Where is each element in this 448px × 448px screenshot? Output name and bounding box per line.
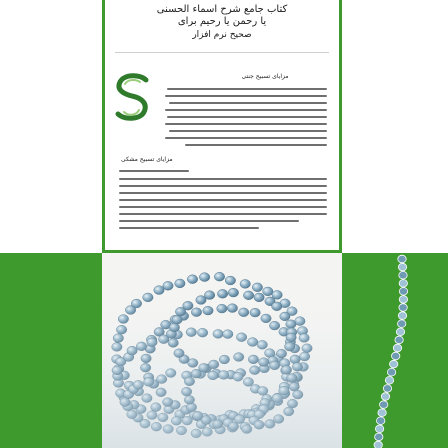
info-card — [102, 0, 342, 253]
strand-bead — [387, 368, 395, 376]
divider — [115, 52, 329, 53]
strand-bead — [399, 271, 407, 279]
strand-bead — [399, 280, 407, 288]
header-line-2: یا رحمن یا رحیم برای — [177, 16, 267, 27]
swirl-logo-icon — [110, 72, 154, 124]
text-line — [119, 199, 327, 201]
strand-bead — [390, 360, 398, 368]
strand-bead — [396, 328, 404, 336]
text-line — [119, 227, 259, 229]
section-2-heading: مزایای تسبیح مشکی — [121, 156, 173, 163]
text-line — [167, 88, 327, 90]
text-line — [119, 206, 327, 208]
text-line — [119, 178, 327, 180]
section-1-heading: مزایای تسبیح جنتی — [241, 73, 289, 80]
strand-bead — [395, 336, 403, 344]
strand-bead — [392, 352, 400, 360]
text-line — [119, 213, 327, 215]
strand-bead — [399, 304, 407, 312]
strand-bead — [398, 320, 406, 328]
strand-bead — [375, 433, 383, 441]
text-line — [169, 130, 327, 132]
text-line — [119, 185, 327, 187]
strand-bead — [375, 425, 383, 433]
strand-bead — [381, 393, 389, 401]
text-line — [119, 220, 299, 222]
text-line — [165, 137, 327, 139]
strand-bead — [374, 441, 382, 448]
strand-bead — [399, 288, 407, 296]
strand-bead — [377, 417, 385, 425]
text-line — [119, 170, 189, 172]
header-line-3: صحیح نرم افزار — [192, 30, 252, 40]
text-line — [185, 144, 327, 146]
bead-strand — [374, 255, 408, 448]
strand-bead — [385, 377, 393, 385]
text-line — [119, 192, 327, 194]
strand-bead — [398, 263, 406, 271]
strand-bead — [398, 255, 406, 263]
bead-strand-image — [342, 253, 448, 448]
text-line — [167, 116, 327, 118]
strand-bead — [383, 385, 391, 393]
strand-bead — [399, 296, 407, 304]
strand-bead — [378, 409, 386, 417]
text-line — [165, 123, 327, 125]
strand-bead — [398, 312, 406, 320]
text-line — [165, 95, 327, 97]
strand-bead — [380, 401, 388, 409]
prayer-beads-image — [102, 253, 342, 448]
text-line — [165, 109, 327, 111]
header-line-1: کتاب جامع شرح اسماء الحسنی — [156, 4, 288, 15]
product-photo — [102, 253, 342, 448]
strand-bead — [393, 344, 401, 352]
text-line — [169, 102, 327, 104]
